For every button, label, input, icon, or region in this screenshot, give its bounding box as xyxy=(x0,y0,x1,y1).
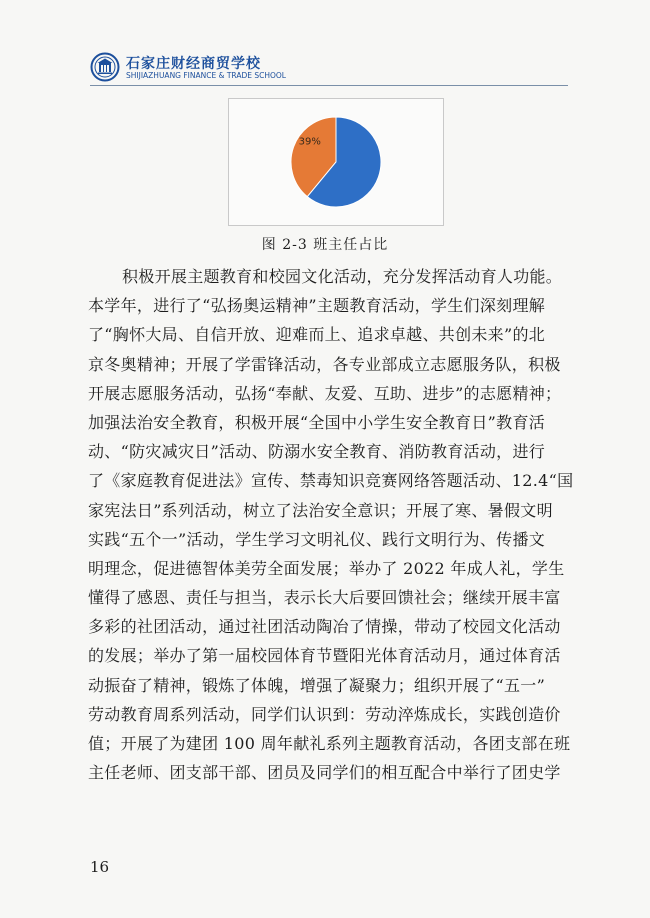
body-line: 主任老师、团支部干部、团员及同学们的相互配合中举行了团史学 xyxy=(88,763,561,783)
body-line: 劳动教育周系列活动，同学们认识到：劳动淬炼成长，实践创造价 xyxy=(88,704,561,724)
body-line: 多彩的社团活动，通过社团活动陶冶了情操，带动了校园文化活动 xyxy=(88,617,561,637)
body-line: 积极开展主题教育和校园文化活动，充分发挥活动育人功能。 xyxy=(122,267,563,286)
body-line: 家宪法日”系列活动，树立了法治安全意识；开展了寒、暑假文明 xyxy=(88,500,553,520)
body-line: 加强法治安全教育，积极开展“全国中小学生安全教育日”教育活 xyxy=(88,412,546,432)
pie-slice-label: 39% xyxy=(298,136,321,148)
body-line: 动振奋了精神，锻炼了体魄，增强了凝聚力；组织开展了“五一” xyxy=(88,675,546,695)
body-paragraph xyxy=(88,262,574,787)
school-name-en: SHIJIAZHUANG FINANCE & TRADE SCHOOL xyxy=(126,71,286,80)
body-line: 明理念，促进德智体美劳全面发展；举办了 2022 年成人礼，学生 xyxy=(88,558,565,578)
body-line: 实践“五个一”活动，学生学习文明礼仪、践行文明行为、传播文 xyxy=(88,529,546,549)
body-line: 的发展；举办了第一届校园体育节暨阳光体育活动月，通过体育活 xyxy=(88,646,561,666)
figure-caption: 图 2-3 班主任占比 xyxy=(261,237,389,253)
school-emblem-icon xyxy=(90,52,120,82)
page-number: 16 xyxy=(90,858,110,876)
body-line: 京冬奥精神；开展了学雷锋活动，各专业部成立志愿服务队，积极 xyxy=(88,354,561,374)
body-line: 动、“防灾减灾日”活动、防溺水安全教育、消防教育活动，进行 xyxy=(88,442,546,462)
pie-chart-svg xyxy=(229,99,443,225)
header-divider xyxy=(90,85,568,86)
body-line: 值；开展了为建团 100 周年献礼系列主题教育活动，各团支部在班 xyxy=(88,734,571,753)
body-line: 本学年，进行了“弘扬奥运精神”主题教育活动，学生们深刻理解 xyxy=(88,296,546,316)
body-line: 了《家庭教育促进法》宣传、禁毒知识竞赛网络答题活动、12.4“国 xyxy=(88,471,574,491)
body-line: 懂得了感恩、责任与担当，表示长大后要回馈社会；继续开展丰富 xyxy=(88,588,561,608)
pie-chart xyxy=(228,98,444,226)
body-line: 开展志愿服务活动，弘扬“奉献、友爱、互助、进步”的志愿精神； xyxy=(88,383,562,403)
school-name-cn: 石家庄财经商贸学校 xyxy=(126,56,261,72)
body-line: 了“胸怀大局、自信开放、迎难而上、追求卓越、共创未来”的北 xyxy=(88,325,546,345)
page-header xyxy=(90,48,570,86)
